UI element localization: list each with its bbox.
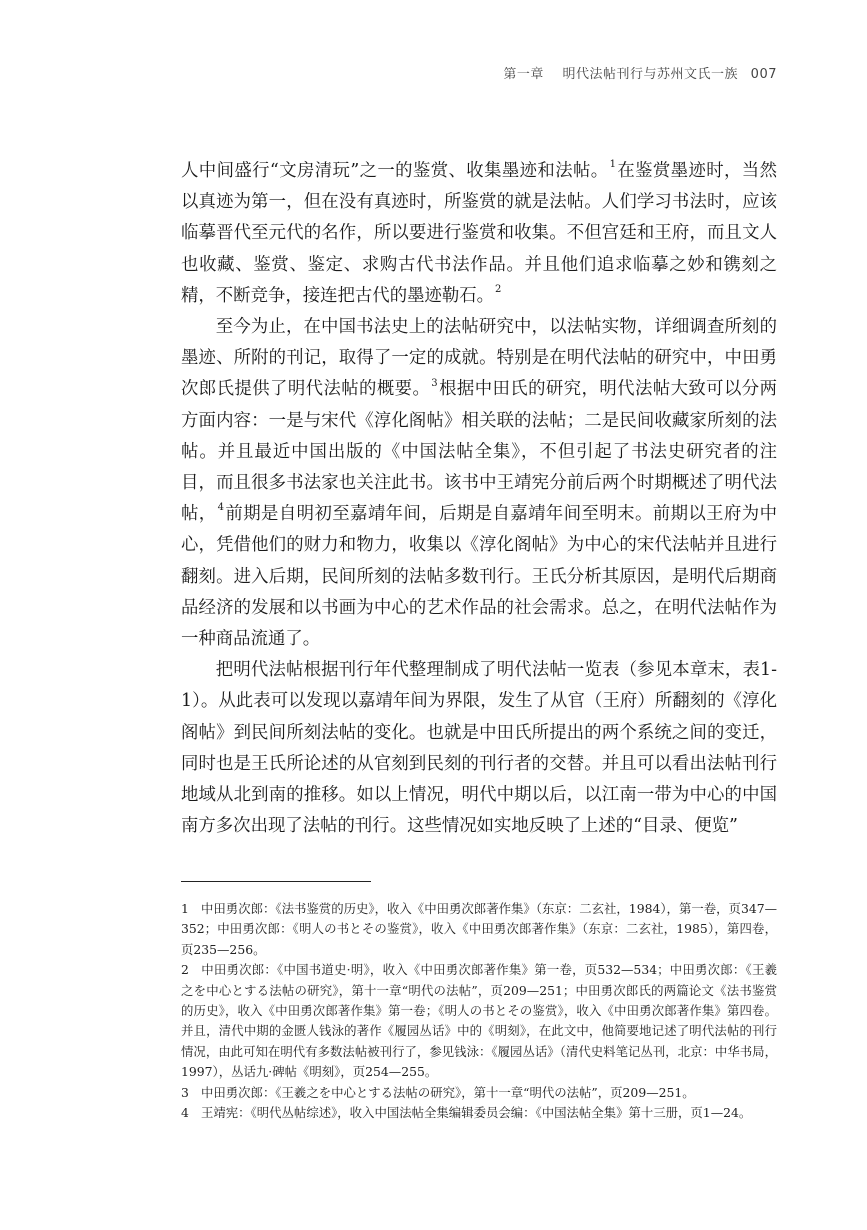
paragraph-2-part-c: 前期是自明初至嘉靖年间，后期是自嘉靖年间至明末。前期以王府为中心，凭借他们的财力和物力，收集以《淳化阁帖》为中心的宋代法帖并且进行翻刻。进入后期，民间所刻的法帖多数刊行。王氏分析其原因，是明代后期商品经济的发展和以书画为中心的艺术作品的社会需求。总之，在明代法帖作为一种商品流通了。 <box>181 504 777 650</box>
footnotes <box>181 899 777 1123</box>
running-head <box>503 63 777 82</box>
footnote <box>181 1083 777 1103</box>
main-text <box>181 156 777 842</box>
paragraph-2 <box>181 312 777 655</box>
paragraph-1 <box>181 156 777 312</box>
footnote-number: 1 <box>181 901 189 916</box>
paragraph-3: 把明代法帖根据刊行年代整理制成了明代法帖一览表（参见本章末，表1-1）。从此表可以发现以嘉靖年间为界限，发生了从官（王府）所翻刻的《淳化阁帖》到民间所刻法帖的变化。也就是中田氏所提出的两个系统之间的变迁，同时也是王氏所论述的从官刻到民刻的刊行者的交替。并且可以看出法帖刊行地域从北到南的推移。如以上情况，明代中期以后，以江南一带为中心的中国南方多次出现了法帖的刊行。这些情况如实地反映了上述的“目录、便览” <box>181 660 777 837</box>
page-number: 007 <box>750 67 777 82</box>
footnote-text: 王靖宪：《明代丛帖综述》，收入中国法帖全集编辑委员会编：《中国法帖全集》第十三册，页1—24。 <box>201 1105 752 1121</box>
footnote-ref-1[interactable]: 1 <box>609 159 616 171</box>
chapter-label: 第一章 <box>503 67 544 82</box>
footnote <box>181 899 777 960</box>
footnote-ref-3[interactable]: 3 <box>431 377 438 389</box>
chapter-title: 明代法帖刊行与苏州文氏一族 <box>562 67 739 82</box>
footnote-number: 2 <box>181 962 189 978</box>
footnote <box>181 1103 777 1123</box>
paragraph-1-part-b: 在鉴赏墨迹时，当然以真迹为第一，但在没有真迹时，所鉴赏的就是法帖。人们学习书法时，应该临摹晋代至元代的名作，所以要进行鉴赏和收集。不但宫廷和王府，而且文人也收藏、鉴赏、鉴定、求购古代书法作品。并且他们追求临摹之妙和镌刻之精，不断竞争，接连把古代的墨迹勒石。 <box>181 161 777 306</box>
footnote-text: 中田勇次郎：《法书鉴赏的历史》，收入《中田勇次郎著作集》（东京：二玄社，1984），第一卷，页347—352；中田勇次郎：《明人の书とその鉴赏》，收入《中田勇次郎著作集》（东京：二玄社，1985），第四卷，页235—256。 <box>181 901 777 957</box>
footnote <box>181 960 777 1082</box>
footnote-divider <box>181 881 371 882</box>
paragraph-2-part-b: 根据中田氏的研究，明代法帖大致可以分两方面内容：一是与宋代《淳化阁帖》相关联的法帖；二是民间收藏家所刻的法帖。并且最近中国出版的《中国法帖全集》，不但引起了书法史研究者的注目，而且很多书法家也关注此书。该书中王靖宪分前后两个时期概述了明代法帖， <box>181 379 777 525</box>
footnote-ref-4[interactable]: 4 <box>217 502 224 514</box>
footnote-number: 3 <box>181 1084 189 1100</box>
footnote-number: 4 <box>181 1105 189 1121</box>
paragraph-2-part-a: 至今为止，在中国书法史上的法帖研究中，以法帖实物，详细调查所刻的墨迹、所附的刊记，取得了一定的成就。特别是在明代法帖的研究中，中田勇次郎氏提供了明代法帖的概要。 <box>181 317 777 400</box>
footnote-ref-2[interactable]: 2 <box>495 284 502 296</box>
paragraph-1-part-a: 人中间盛行“文房清玩”之一的鉴赏、收集墨迹和法帖。 <box>181 161 609 181</box>
footnote-text: 中田勇次郎：《王羲之を中心とする法帖の研究》，第十一章“明代の法帖”，页209—251。 <box>201 1084 695 1100</box>
footnote-text: 中田勇次郎：《中国书道史·明》，收入《中田勇次郎著作集》第一卷，页532—534；中田勇次郎：《王羲之を中心とする法帖の研究》，第十一章“明代の法帖”，页209—251；中田勇次郎氏的两篇论文《法书鉴赏的历史》，收入《中田勇次郎著作集》第一卷；《明人の书とその鉴赏》，收入《中田勇次郎著作集》第四卷。并且，清代中期的金匮人钱泳的著作《履园丛话》中的《明刻》，在此文中，他简要地记述了明代法帖的刊行情况，由此可知在明代有多数法帖被刊行了，参见钱泳：《履园丛话》（清代史料笔记丛刊，北京：中华书局，1997），丛话九·碑帖《明刻》，页254—255。 <box>181 962 777 1080</box>
